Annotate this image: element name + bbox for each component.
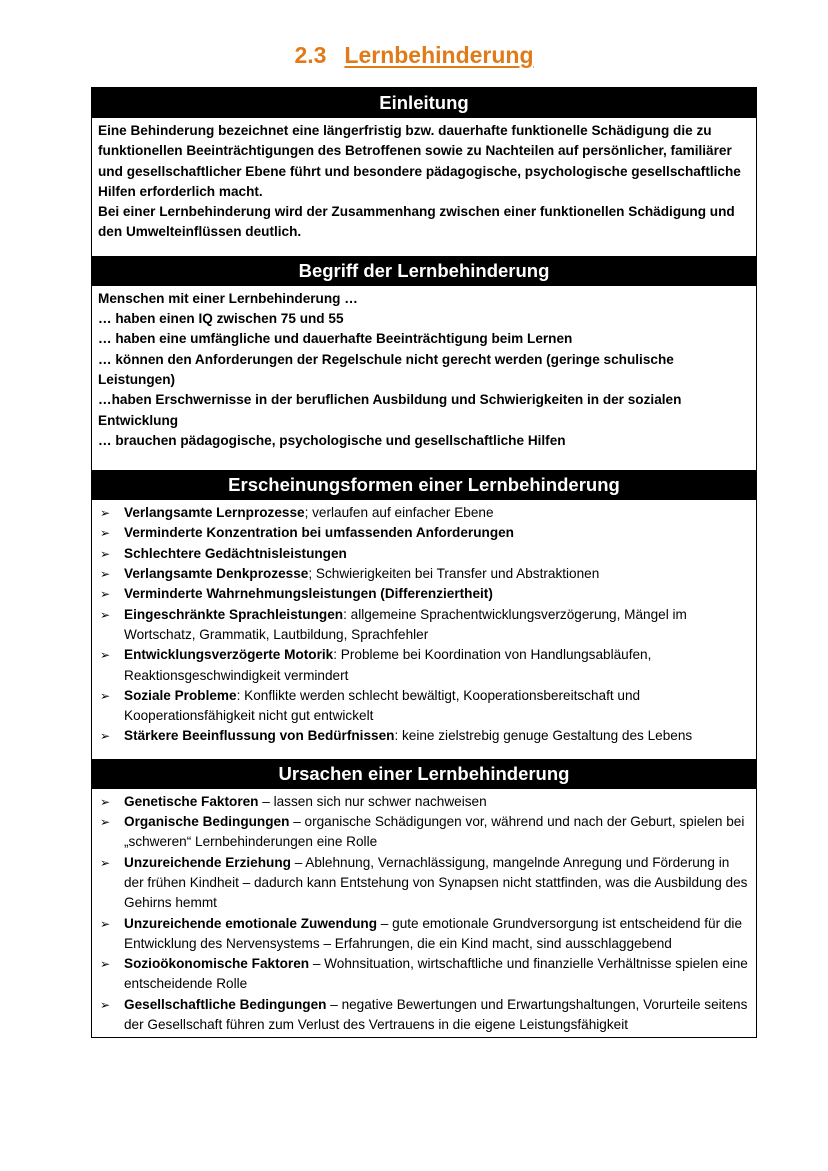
arrow-bullet-icon: ➢ xyxy=(100,957,111,972)
item-desc: : keine zielstrebig genuge Gestaltung des Lebens xyxy=(394,728,693,744)
arrow-bullet-icon: ➢ xyxy=(100,815,111,830)
item-term: Sozioökonomische Faktoren xyxy=(124,956,310,972)
erscheinungsformen-list xyxy=(98,503,750,747)
item-desc: – Ablehnung, Vernachlässigung, mangelnde Anregung und Förderung in der frühen Kindheit – dadurch kann Entstehung von Synapsen nicht stattfinden, was die Ausbildung des Gehirns hemmt xyxy=(124,854,748,911)
arrow-bullet-icon: ➢ xyxy=(100,688,111,703)
list-item xyxy=(98,853,750,914)
item-desc: – lassen sich nur schwer nachweisen xyxy=(258,793,487,809)
begriff-line: … können den Anforderungen der Regelschule nicht gerecht werden (geringe schulische Leistungen) xyxy=(98,351,674,387)
begriff-line: … haben eine umfängliche und dauerhafte Beeinträchtigung beim Lernen xyxy=(98,331,573,347)
list-item xyxy=(98,726,750,746)
list-item xyxy=(98,812,750,853)
list-item xyxy=(98,954,750,995)
item-desc: – gute emotionale Grundversorgung ist entscheidend für die Entwicklung des Nervensystems – Erfahrungen, die ein Kind macht, sind ausschlaggebend xyxy=(124,915,743,951)
list-item xyxy=(98,645,750,686)
list-item xyxy=(98,686,750,727)
arrow-bullet-icon: ➢ xyxy=(100,506,111,521)
arrow-bullet-icon: ➢ xyxy=(100,729,111,744)
section-title: Lernbehinderung xyxy=(344,42,534,68)
einleitung-paragraph: Eine Behinderung bezeichnet eine längerfristig bzw. dauerhafte funktionelle Schädigung die zu funktionellen Beeinträchtigungen des Betroffenen sowie zu Nachteilen auf persönlicher, familiärer und gesellschaftlicher Ebene führt und besondere pädagogische, psychologische gesellschaftliche Hilfen erforderlich macht. xyxy=(98,123,741,199)
item-term: Unzureichende emotionale Zuwendung xyxy=(124,915,378,931)
item-desc: ; verlaufen auf einfacher Ebene xyxy=(304,505,494,521)
item-desc: – organische Schädigungen vor, während und nach der Geburt, spielen bei „schweren“ Lernbehinderungen eine Rolle xyxy=(124,814,745,850)
list-item xyxy=(98,914,750,955)
item-term: Gesellschaftliche Bedingungen xyxy=(124,996,327,1012)
item-term: Verminderte Wahrnehmungsleistungen (Differenziertheit) xyxy=(124,586,493,602)
item-term: Soziale Probleme xyxy=(124,687,237,703)
begriff-line: …haben Erschwernisse in der beruflichen Ausbildung und Schwierigkeiten in der sozialen Entwicklung xyxy=(98,392,682,428)
item-desc: – Wohnsituation, wirtschaftliche und finanzielle Verhältnisse spielen eine entscheidende Rolle xyxy=(124,956,748,992)
ursachen-body xyxy=(92,789,756,1038)
heading-einleitung: Einleitung xyxy=(92,88,756,118)
item-term: Organische Bedingungen xyxy=(124,814,290,830)
arrow-bullet-icon: ➢ xyxy=(100,546,111,561)
arrow-bullet-icon: ➢ xyxy=(100,607,111,622)
heading-ursachen: Ursachen einer Lernbehinderung xyxy=(92,759,756,789)
arrow-bullet-icon: ➢ xyxy=(100,648,111,663)
einleitung-body xyxy=(92,118,756,256)
arrow-bullet-icon: ➢ xyxy=(100,526,111,541)
list-item xyxy=(98,605,750,646)
arrow-bullet-icon: ➢ xyxy=(100,997,111,1012)
item-term: Eingeschränkte Sprachleistungen xyxy=(124,606,344,622)
arrow-bullet-icon: ➢ xyxy=(100,916,111,931)
list-item xyxy=(98,564,750,584)
content-table xyxy=(91,87,757,1038)
begriff-line: Menschen mit einer Lernbehinderung … xyxy=(98,290,358,306)
item-term: Verminderte Konzentration bei umfassenden Anforderungen xyxy=(124,525,514,541)
page-title xyxy=(0,42,828,69)
item-term: Entwicklungsverzögerte Motorik xyxy=(124,647,334,663)
list-item xyxy=(98,503,750,523)
begriff-body xyxy=(92,286,756,470)
list-item xyxy=(98,544,750,564)
arrow-bullet-icon: ➢ xyxy=(100,567,111,582)
item-term: Genetische Faktoren xyxy=(124,793,259,809)
item-desc: : allgemeine Sprachentwicklungsverzögerung, Mängel im Wortschatz, Grammatik, Lautbildung, Sprachfehler xyxy=(124,606,687,642)
item-term: Unzureichende Erziehung xyxy=(124,854,291,870)
item-term: Verlangsamte Denkprozesse xyxy=(124,566,309,582)
list-item xyxy=(98,523,750,543)
arrow-bullet-icon: ➢ xyxy=(100,587,111,602)
item-desc: – negative Bewertungen und Erwartungshaltungen, Vorurteile seitens der Gesellschaft führen zum Verlust des Vertrauens in die eigene Leistungsfähigkeit xyxy=(124,996,748,1032)
arrow-bullet-icon: ➢ xyxy=(100,794,111,809)
list-item xyxy=(98,995,750,1036)
ursachen-list xyxy=(98,792,750,1036)
erscheinungsformen-body xyxy=(92,500,756,759)
item-desc: : Probleme bei Koordination von Handlungsabläufen, Reaktionsgeschwindigkeit vermindert xyxy=(124,647,652,683)
heading-erscheinungsformen: Erscheinungsformen einer Lernbehinderung xyxy=(92,470,756,500)
item-desc: : Konflikte werden schlecht bewältigt, Kooperationsbereitschaft und Kooperationsfähigkeit nicht gut entwickelt xyxy=(124,687,641,724)
item-desc: ; Schwierigkeiten bei Transfer und Abstraktionen xyxy=(308,566,600,582)
list-item xyxy=(98,792,750,812)
item-term: Stärkere Beeinflussung von Bedürfnissen xyxy=(124,728,395,744)
arrow-bullet-icon: ➢ xyxy=(100,855,111,870)
list-item xyxy=(98,584,750,604)
item-term: Verlangsamte Lernprozesse xyxy=(124,505,305,521)
begriff-line: … brauchen pädagogische, psychologische und gesellschaftliche Hilfen xyxy=(98,432,566,448)
einleitung-paragraph: Bei einer Lernbehinderung wird der Zusammenhang zwischen einer funktionellen Schädigung und den Umwelteinflüssen deutlich. xyxy=(98,204,735,240)
begriff-line: … haben einen IQ zwischen 75 und 55 xyxy=(98,311,344,327)
heading-begriff: Begriff der Lernbehinderung xyxy=(92,256,756,286)
item-term: Schlechtere Gedächtnisleistungen xyxy=(124,545,347,561)
section-number: 2.3 xyxy=(294,42,327,68)
